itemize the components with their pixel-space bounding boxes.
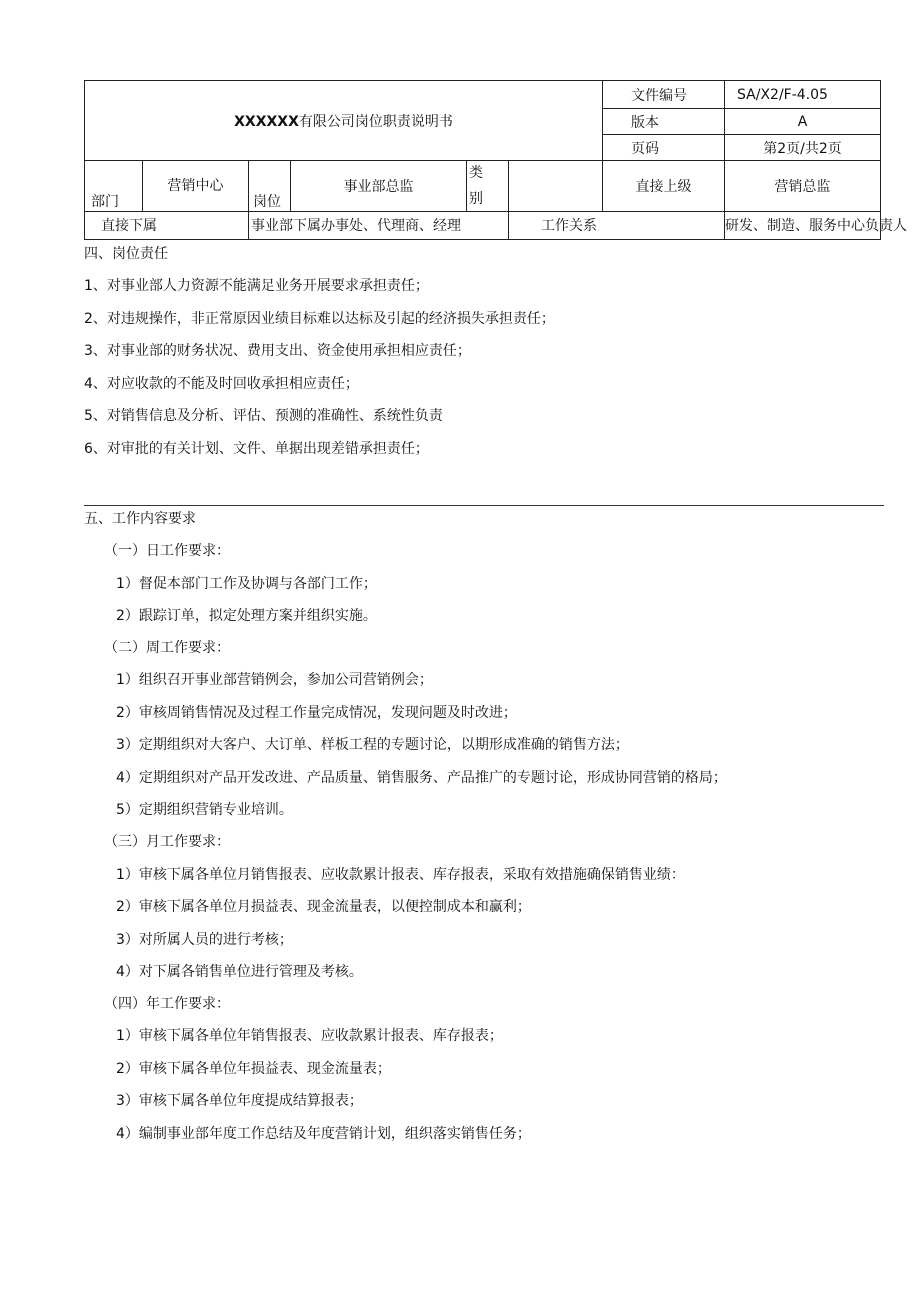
title-text: 有限公司岗位职责说明书 [298,113,453,130]
list-item: 1）审核下属各单位年销售报表、应收款累计报表、库存报表； [116,1028,503,1044]
list-item: 5）定期组织营销专业培训。 [116,802,293,818]
daily-requirements-title: （一）日工作要求： [104,543,230,559]
list-item: 4）定期组织对产品开发改进、产品质量、销售服务、产品推广的专题讨论，形成协同营销的格局； [116,770,727,786]
company-name-prefix: XXXXXX [234,113,299,130]
list-item: 2）审核周销售情况及过程工作量完成情况，发现问题及时改进； [116,705,517,721]
responsibility-item: 3、对事业部的财务状况、费用支出、资金使用承担相应责任； [84,343,471,359]
category-label-top: 类 [469,165,483,182]
responsibility-item: 5、对销售信息及分析、评估、预测的准确性、系统性负责 [84,408,443,424]
version-label: 版本 [603,109,725,135]
list-item: 4）对下属各销售单位进行管理及考核。 [116,964,363,980]
responsibility-item: 1、对事业部人力资源不能满足业务开展要求承担责任； [84,278,429,294]
subordinate-value: 事业部下属办事处、代理商、经理 [249,211,509,239]
version-value: A [725,109,881,135]
list-item: 4）编制事业部年度工作总结及年度营销计划，组织落实销售任务； [116,1126,531,1142]
section-4-heading: 四、岗位责任 [84,246,168,262]
header-table [84,80,908,240]
post-value: 事业部总监 [291,161,467,211]
list-item: 1）审核下属各单位月销售报表、应收款累计报表、库存报表，采取有效措施确保销售业绩： [116,867,685,883]
responsibility-item: 6、对审批的有关计划、文件、单据出现差错承担责任； [84,441,429,457]
superior-value: 营销总监 [725,161,881,211]
page-value: 第2页/共2页 [725,135,881,161]
work-relation-value: 研发、制造、服务中心负责人 [725,211,881,239]
weekly-requirements-title: （二）周工作要求： [104,640,230,656]
dept-label: 部门 [85,161,143,211]
work-relation-label: 工作关系 [509,211,725,239]
list-item: 2）跟踪订单，拟定处理方案并组织实施。 [116,608,377,624]
superior-label: 直接上级 [603,161,725,211]
subordinate-label: 直接下属 [85,211,249,239]
responsibility-item: 4、对应收款的不能及时回收承担相应责任； [84,376,359,392]
list-item: 1）组织召开事业部营销例会，参加公司营销例会； [116,672,433,688]
responsibility-item: 2、对违规操作，非正常原因业绩目标难以达标及引起的经济损失承担责任； [84,311,555,327]
list-item: 2）审核下属各单位年损益表、现金流量表； [116,1061,391,1077]
category-label [467,161,509,211]
section-5-heading: 五、工作内容要求 [84,511,196,527]
category-label-bottom: 别 [469,191,483,208]
page-label: 页码 [603,135,725,161]
dept-value: 营销中心 [143,161,249,211]
doc-no-value: SA/X2/F-4.05 [725,81,881,109]
list-item: 3）对所属人员的进行考核； [116,932,293,948]
document-title [85,81,603,161]
list-item: 1）督促本部门工作及协调与各部门工作； [116,576,377,592]
section-divider [84,505,884,506]
monthly-requirements-title: （三）月工作要求： [104,834,230,850]
list-item: 3）审核下属各单位年度提成结算报表； [116,1093,363,1109]
category-value [509,161,603,211]
doc-no-label: 文件编号 [603,81,725,109]
list-item: 2）审核下属各单位月损益表、现金流量表，以便控制成本和赢利； [116,899,531,915]
yearly-requirements-title: （四）年工作要求： [104,996,230,1012]
list-item: 3）定期组织对大客户、大订单、样板工程的专题讨论，以期形成准确的销售方法； [116,737,629,753]
post-label: 岗位 [249,161,291,211]
